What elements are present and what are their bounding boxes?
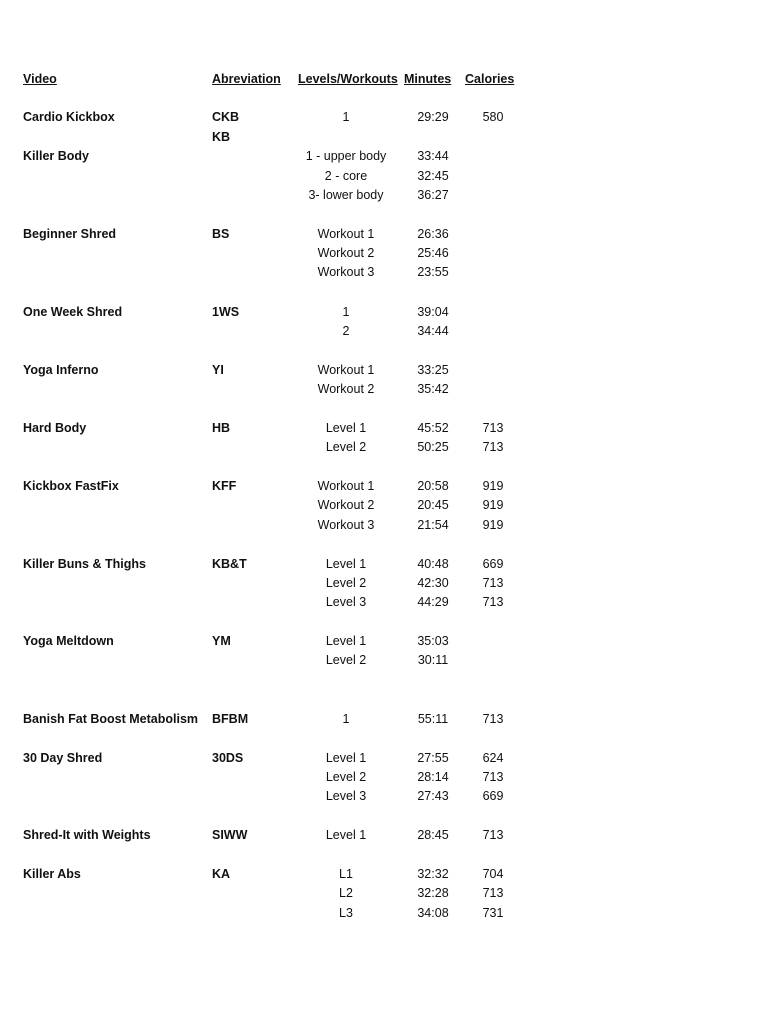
table-row-minutes: 29:29 (417, 110, 449, 124)
table-row-minutes: 36:27 (417, 188, 449, 202)
table-row-level-workout: Level 1 (325, 421, 367, 435)
table-row-minutes: 20:45 (417, 498, 449, 512)
table-row-video-name: Yoga Meltdown (23, 634, 114, 648)
table-row-abbreviation: 30DS (212, 751, 244, 765)
table-row-video-name: Killer Abs (23, 867, 81, 881)
table-row-minutes: 34:08 (417, 906, 449, 920)
table-row-level-workout: Level 1 (325, 751, 367, 765)
table-row-level-workout: L3 (339, 906, 353, 920)
table-row-calories: 713 (482, 828, 504, 842)
table-row-minutes: 35:03 (417, 634, 449, 648)
table-row-minutes: 27:43 (417, 789, 449, 803)
table-row-level-workout: Level 2 (325, 576, 367, 590)
table-row-level-workout: Workout 2 (317, 246, 375, 260)
table-row-level-workout: 1 (342, 305, 350, 319)
table-row-minutes: 34:44 (417, 324, 449, 338)
table-row-calories: 713 (482, 886, 504, 900)
table-row-abbreviation: KA (212, 867, 231, 881)
table-row-minutes: 23:55 (417, 265, 449, 279)
table-row-level-workout: Level 1 (325, 634, 367, 648)
table-row-calories: 704 (482, 867, 504, 881)
table-row-minutes: 32:28 (417, 886, 449, 900)
table-row-video-name: Shred-It with Weights (23, 828, 151, 842)
table-row-abbreviation: YI (212, 363, 224, 377)
table-row-minutes: 45:52 (417, 421, 449, 435)
table-row-video-name: Yoga Inferno (23, 363, 99, 377)
table-row-video-name: Kickbox FastFix (23, 479, 119, 493)
table-row-minutes: 55:11 (417, 712, 449, 726)
table-row-abbreviation: KFF (212, 479, 237, 493)
table-row-abbreviation: 1WS (212, 305, 240, 319)
table-row-level-workout: Level 2 (325, 770, 367, 784)
table-row-abbreviation: CKB (212, 110, 240, 124)
table-row-level-workout: L2 (339, 886, 353, 900)
table-row-abbreviation: KB (212, 130, 231, 144)
table-row-calories: 713 (482, 421, 504, 435)
table-row-video-name: Banish Fat Boost Metabolism (23, 712, 199, 726)
table-row-video-name: Cardio Kickbox (23, 110, 115, 124)
table-row-calories: 580 (482, 110, 504, 124)
table-row-level-workout: Level 3 (325, 789, 367, 803)
table-row-minutes: 44:29 (417, 595, 449, 609)
table-row-video-name: Hard Body (23, 421, 87, 435)
table-row-abbreviation: BS (212, 227, 230, 241)
table-row-level-workout: Level 2 (325, 653, 367, 667)
table-row-minutes: 35:42 (417, 382, 449, 396)
table-row-level-workout: Level 1 (325, 557, 367, 571)
table-row-level-workout: 1 - upper body (305, 149, 387, 163)
table-row-level-workout: Workout 2 (317, 498, 375, 512)
table-row-minutes: 50:25 (417, 440, 449, 454)
table-row-abbreviation: SIWW (212, 828, 248, 842)
table-row-calories: 919 (482, 479, 504, 493)
table-row-level-workout: Workout 1 (317, 363, 375, 377)
table-row-level-workout: Workout 3 (317, 518, 375, 532)
table-row-minutes: 28:14 (417, 770, 449, 784)
table-row-minutes: 30:11 (417, 653, 449, 667)
table-row-calories: 713 (482, 595, 504, 609)
table-row-minutes: 33:44 (417, 149, 449, 163)
table-row-calories: 669 (482, 557, 504, 571)
table-row-minutes: 39:04 (417, 305, 449, 319)
table-row-video-name: One Week Shred (23, 305, 123, 319)
table-row-calories: 713 (482, 440, 504, 454)
table-row-minutes: 42:30 (417, 576, 449, 590)
table-row-level-workout: Workout 1 (317, 227, 375, 241)
table-row-calories: 919 (482, 518, 504, 532)
table-row-minutes: 27:55 (417, 751, 449, 765)
table-row-calories: 731 (482, 906, 504, 920)
header-calories: Calories (465, 72, 515, 86)
table-row-minutes: 32:45 (417, 169, 449, 183)
table-row-level-workout: Workout 2 (317, 382, 375, 396)
table-row-calories: 669 (482, 789, 504, 803)
table-row-level-workout: Workout 1 (317, 479, 375, 493)
table-row-video-name: Killer Body (23, 149, 89, 163)
table-row-abbreviation: BFBM (212, 712, 249, 726)
table-row-minutes: 40:48 (417, 557, 449, 571)
table-row-level-workout: 1 (342, 712, 350, 726)
table-row-minutes: 28:45 (417, 828, 449, 842)
header-video: Video (23, 72, 57, 86)
table-row-minutes: 26:36 (417, 227, 449, 241)
header-abbreviation: Abreviation (212, 72, 281, 86)
table-row-level-workout: Level 2 (325, 440, 367, 454)
table-row-level-workout: Workout 3 (317, 265, 375, 279)
table-row-minutes: 25:46 (417, 246, 449, 260)
header-minutes: Minutes (404, 72, 452, 86)
table-row-video-name: Killer Buns & Thighs (23, 557, 146, 571)
header-levels-workouts: Levels/Workouts (298, 72, 398, 86)
table-row-video-name: Beginner Shred (23, 227, 117, 241)
table-row-video-name: 30 Day Shred (23, 751, 103, 765)
table-row-minutes: 33:25 (417, 363, 449, 377)
table-row-level-workout: 2 (342, 324, 350, 338)
table-row-abbreviation: YM (212, 634, 231, 648)
table-row-level-workout: 3- lower body (308, 188, 384, 202)
table-row-minutes: 21:54 (417, 518, 449, 532)
table-row-level-workout: 2 - core (324, 169, 368, 183)
table-row-calories: 713 (482, 712, 504, 726)
table-row-calories: 713 (482, 770, 504, 784)
table-row-level-workout: 1 (342, 110, 350, 124)
table-row-level-workout: Level 3 (325, 595, 367, 609)
table-row-abbreviation: KB&T (212, 557, 247, 571)
table-row-level-workout: L1 (339, 867, 353, 881)
table-row-calories: 713 (482, 576, 504, 590)
table-row-calories: 919 (482, 498, 504, 512)
table-row-minutes: 20:58 (417, 479, 449, 493)
table-row-abbreviation: HB (212, 421, 231, 435)
table-row-calories: 624 (482, 751, 504, 765)
table-row-minutes: 32:32 (417, 867, 449, 881)
table-row-level-workout: Level 1 (325, 828, 367, 842)
